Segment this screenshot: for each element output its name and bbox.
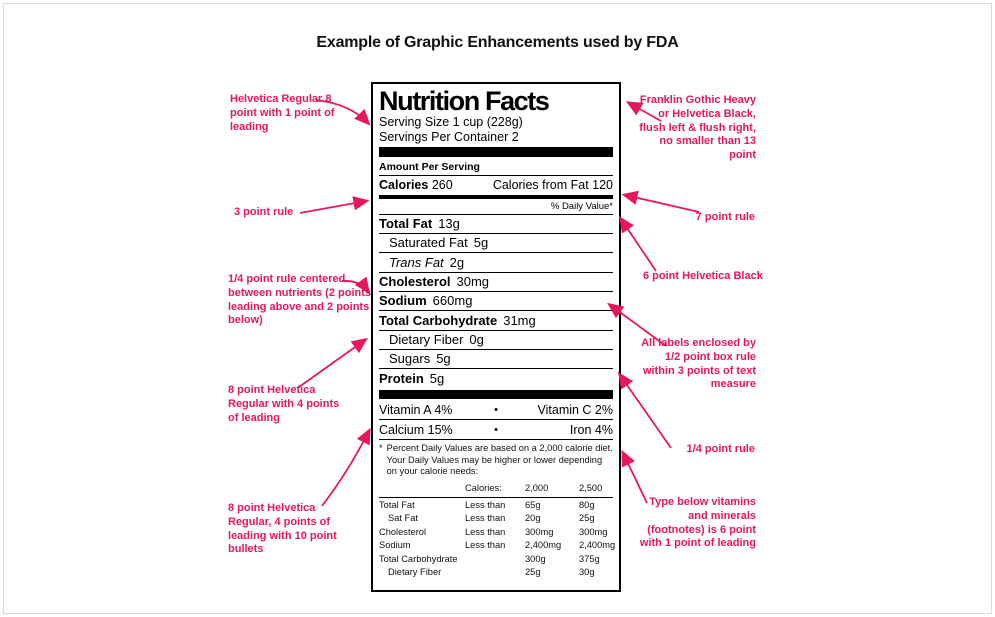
vitamin-row xyxy=(379,420,613,439)
table-cell: Less than xyxy=(465,499,506,510)
vitamins-section xyxy=(379,401,613,440)
table-cell: Less than xyxy=(465,540,506,551)
table-cell xyxy=(379,482,465,495)
annotation-franklin-gothic-heavy: Franklin Gothic Heavy or Helvetica Black, flush left & flush right, no smaller than 13 point xyxy=(639,94,756,161)
nutrient-label: Trans Fat xyxy=(389,254,444,270)
table-row xyxy=(379,499,613,512)
daily-values-table xyxy=(379,482,616,579)
servings-per-container-line: Servings Per Container 2 xyxy=(379,129,519,144)
nutrient-value: 660mg xyxy=(432,293,473,309)
three-point-rule-bar xyxy=(379,195,613,199)
annotation-3-point-rule: 3 point rule xyxy=(234,206,294,218)
table-row xyxy=(379,512,613,525)
nutrient-row xyxy=(379,273,613,292)
table-cell: 300mg xyxy=(525,526,554,537)
arrow-8pt-helvetica-4pt-leading xyxy=(299,340,365,387)
table-row xyxy=(379,566,613,579)
calories-number: 260 xyxy=(431,177,453,192)
annotation-footnote-type: Type below vitamins and minerals (footnotes) is 6 point with 1 point of leading xyxy=(639,496,756,550)
nutrient-label: Total Fat xyxy=(379,216,433,232)
page-title: Example of Graphic Enhancements used by FDA xyxy=(316,34,679,51)
bullet-separator: • xyxy=(494,404,498,417)
seven-point-rule-bar xyxy=(379,147,613,157)
table-row xyxy=(379,539,616,552)
table-cell: 80g xyxy=(579,499,595,510)
nutrient-label: Protein xyxy=(379,370,424,386)
nutrient-label: Dietary Fiber xyxy=(389,331,464,347)
table-cell: Less than xyxy=(465,526,506,537)
table-cell: 25g xyxy=(579,513,595,524)
annotation-7-point-rule: 7 point rule xyxy=(695,211,755,223)
nutrient-label: Total Carbohydrate xyxy=(379,312,498,328)
table-cell: Sodium xyxy=(379,540,411,551)
amount-per-serving-heading: Amount Per Serving xyxy=(379,160,613,176)
table-cell: 2,400mg xyxy=(579,540,616,551)
thick-bar-below-protein xyxy=(379,390,613,399)
calories-label: Calories xyxy=(379,177,429,192)
table-cell xyxy=(465,553,525,566)
nutrient-row xyxy=(379,311,613,330)
nutrient-row xyxy=(379,234,613,253)
nutrient-row xyxy=(379,350,613,369)
nutrient-value: 31mg xyxy=(503,312,536,328)
daily-value-header: % Daily Value* xyxy=(379,200,613,215)
nutrient-row xyxy=(379,215,613,234)
annotation-8pt-helvetica-4pt-leading: 8 point Helvetica Regular with 4 points of leading xyxy=(228,384,340,424)
nutrient-rows xyxy=(379,215,613,388)
nutrient-label: Sodium xyxy=(379,293,427,309)
nutrient-value: 5g xyxy=(429,370,445,386)
nutrient-label: Sugars xyxy=(389,351,431,367)
nutrient-value: 5g xyxy=(436,351,451,367)
nutrient-row xyxy=(379,253,613,272)
nutrient-value: 5g xyxy=(473,235,489,251)
table-cell: Less than xyxy=(465,513,506,524)
annotation-box-rule: All labels enclosed by 1/2 point box rule within 3 points of text measure xyxy=(641,337,756,391)
vitamin-value: Vitamin C 2% xyxy=(537,403,613,418)
nutrient-value: 13g xyxy=(438,216,460,232)
table-row xyxy=(379,526,613,539)
vitamin-value: Calcium 15% xyxy=(379,422,453,437)
calories-row xyxy=(379,176,613,194)
annotation-6pt-helvetica-black: 6 point Helvetica Black xyxy=(643,270,763,282)
nutrient-value: 0g xyxy=(469,331,484,347)
table-cell: Total Carbohydrate xyxy=(379,553,458,564)
annotation-quarter-point-rule-left: 1/4 point rule centered between nutrients (2 points leading above and 2 points below) xyxy=(228,273,372,327)
table-cell: 25g xyxy=(525,567,541,578)
bullet-separator: • xyxy=(494,423,498,436)
table-cell: Dietary Fiber xyxy=(388,567,442,578)
footnote-asterisk: * xyxy=(379,442,383,453)
nutrient-value: 30mg xyxy=(456,273,490,289)
nutrient-row xyxy=(379,292,613,311)
annotation-helvetica-regular-8pt: Helvetica Regular 8 point with 1 point of leading xyxy=(230,93,335,133)
annotation-8pt-helvetica-bullets: 8 point Helvetica Regular, 4 points of leading with 10 point bullets xyxy=(228,502,337,556)
vitamin-row xyxy=(379,401,613,421)
nutrient-row xyxy=(379,331,613,350)
table-cell: 30g xyxy=(579,567,595,578)
nutrient-label: Saturated Fat xyxy=(389,235,468,251)
table-cell: 20g xyxy=(525,513,541,524)
table-cell: 300g xyxy=(525,553,546,564)
arrow-8pt-helvetica-bullets xyxy=(322,431,369,506)
table-cell: Sat Fat xyxy=(388,513,418,524)
table-cell: 65g xyxy=(525,499,541,510)
vitamin-value: Iron 4% xyxy=(569,422,613,437)
table-cell: 2,400mg xyxy=(525,540,562,551)
table-row xyxy=(379,553,613,566)
arrow-6pt-helvetica-black xyxy=(621,219,656,271)
arrow-7-point-rule xyxy=(625,195,699,212)
table-cell: 2,000 xyxy=(525,483,549,494)
nutrition-facts-title: Nutrition Facts xyxy=(379,86,549,116)
table-cell: Total Fat xyxy=(379,499,415,510)
nutrient-value: 2g xyxy=(449,254,465,270)
table-cell: 300mg xyxy=(579,526,608,537)
annotation-quarter-point-rule-right: 1/4 point rule xyxy=(686,443,755,455)
table-row xyxy=(379,482,613,497)
nutrition-facts-label xyxy=(371,82,621,592)
footnote-text: Percent Daily Values are based on a 2,000 calorie diet. Your Daily Values may be higher or lower depending on your calorie needs: xyxy=(386,442,613,477)
table-cell: Cholesterol xyxy=(379,526,427,537)
table-cell: 375g xyxy=(579,553,600,564)
calories-value xyxy=(379,178,453,192)
table-cell xyxy=(465,566,525,579)
calories-from-fat: Calories from Fat 120 xyxy=(492,177,613,192)
nutrient-label: Cholesterol xyxy=(379,273,451,289)
footnote xyxy=(379,440,613,483)
table-cell: 2,500 xyxy=(579,483,603,494)
vitamin-value: Vitamin A 4% xyxy=(379,403,453,418)
table-cell: Calories: xyxy=(465,483,502,494)
serving-size-line: Serving Size 1 cup (228g) xyxy=(379,115,523,130)
nutrient-row xyxy=(379,369,613,387)
